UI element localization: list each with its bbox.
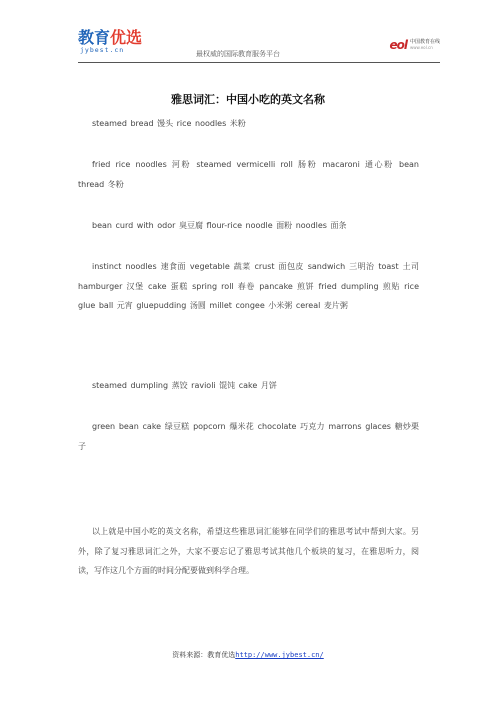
paragraph-3: bean curd with odor 臭豆腐 flour-rice noodle 面粉 noodles 面条 [92, 221, 347, 230]
logo-domain: jybest.cn [80, 46, 125, 54]
paragraph-5: steamed dumpling 蒸饺 ravioli 馄饨 cake 月饼 [92, 381, 277, 390]
paragraph-2: fried rice noodles 河粉 steamed vermicelli roll 肠粉 macaroni 通心粉 bean thread 冬粉 [78, 160, 419, 189]
footer-source-label: 资料来源：教育优选 [172, 651, 236, 659]
header-divider [78, 62, 440, 63]
paragraph-4: instinct noodles 速食面 vegetable 蔬菜 crust 面包皮 sandwich 三明治 toast 土司 hamburger 汉堡 cake 蛋糕 spring roll 春卷 pancake 煎饼 fried dumpling 煎贴 rice glue ball 元宵 gluepudding 汤圆 millet congee 小米粥 cereal 麦片粥 [78, 262, 419, 310]
eol-logo[interactable] [389, 38, 440, 52]
footer-source-link[interactable]: http://www.jybest.cn/ [235, 651, 324, 659]
page-header [78, 30, 440, 62]
eol-logo-url: www.eol.cn [409, 45, 433, 50]
header-tagline: 最权威的国际教育服务平台 [196, 50, 280, 58]
paragraph-1: steamed bread 馒头 rice noodles 米粉 [92, 119, 246, 128]
page-footer [0, 650, 496, 660]
jybest-logo[interactable] [78, 30, 142, 54]
eol-logo-mark: eol [389, 38, 407, 52]
paragraph-7: 以上就是中国小吃的英文名称，希望这些雅思词汇能够在同学们的雅思考试中帮到大家。另外，除了复习雅思词汇之外，大家不要忘记了雅思考试其他几个板块的复习，在雅思听力，阅读，写作这几个方面的时间分配要做到科学合理。 [78, 527, 419, 575]
logo-text-jiaoyu: 教育 [78, 28, 111, 47]
logo-text-youxuan: 优选 [110, 28, 143, 47]
document-title: 雅思词汇：中国小吃的英文名称 [171, 93, 325, 106]
paragraph-6: green bean cake 绿豆糕 popcorn 爆米花 chocolate 巧克力 marrons glaces 糖炒栗子 [78, 422, 419, 451]
eol-logo-name: 中国教育在线 [409, 39, 440, 45]
